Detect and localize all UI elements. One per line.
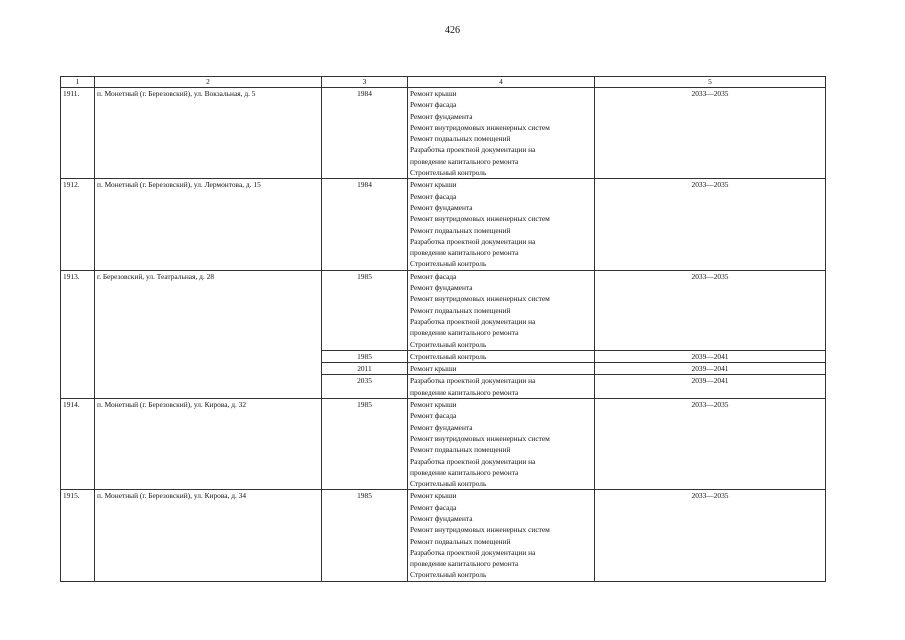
- work-item: Ремонт крыши: [410, 491, 457, 501]
- works-cell: [408, 490, 595, 581]
- year-cell: 2035: [322, 375, 408, 399]
- work-item: Ремонт фундамента: [410, 283, 473, 293]
- period-cell: 2039—2041: [595, 363, 826, 375]
- period-cell: 2033—2035: [595, 490, 826, 581]
- work-item: Ремонт фасада: [410, 271, 457, 281]
- address-cell: г. Березовский, ул. Театральная, д. 28: [95, 270, 322, 398]
- works-cell: [408, 375, 595, 399]
- year-cell: 1984: [322, 88, 408, 179]
- works-cell: [408, 363, 595, 375]
- works-cell: [408, 88, 595, 179]
- work-item: проведение капитального ремонта: [410, 248, 519, 258]
- col-header-3: 3: [322, 77, 408, 88]
- year-cell: 1985: [322, 350, 408, 362]
- col-header-1: 1: [61, 77, 95, 88]
- work-item: Ремонт подвальных помещений: [410, 305, 511, 315]
- work-item: Ремонт крыши: [410, 400, 457, 410]
- work-item: Ремонт подвальных помещений: [410, 225, 511, 235]
- table-row: [61, 399, 826, 490]
- period-cell: 2033—2035: [595, 399, 826, 490]
- period-cell: 2033—2035: [595, 88, 826, 179]
- year-cell: 1985: [322, 270, 408, 350]
- work-item: Ремонт подвальных помещений: [410, 134, 511, 144]
- work-item: Ремонт крыши: [410, 89, 457, 98]
- period-cell: 2039—2041: [595, 350, 826, 362]
- work-item: Строительный контроль: [410, 259, 487, 269]
- work-item: Разработка проектной документации на: [410, 456, 536, 466]
- work-item: Ремонт подвальных помещений: [410, 445, 511, 455]
- year-cell: 1985: [322, 490, 408, 581]
- table-body: [61, 88, 826, 582]
- table-header: [61, 77, 826, 88]
- work-item: проведение капитального ремонта: [410, 467, 519, 477]
- work-item: Ремонт фасада: [410, 502, 457, 512]
- col-header-4: 4: [408, 77, 595, 88]
- address-cell: п. Монетный (г. Березовский), ул. Кирова, д. 32: [95, 399, 322, 490]
- work-item: Ремонт фасада: [410, 191, 457, 201]
- work-item: Ремонт крыши: [410, 364, 457, 374]
- year-cell: 2011: [322, 363, 408, 375]
- work-item: Ремонт внутридомовых инженерных систем: [410, 525, 550, 535]
- entry-number: 1912.: [61, 179, 95, 270]
- works-cell: [408, 179, 595, 270]
- work-item: проведение капитального ремонта: [410, 559, 519, 569]
- header-row: [61, 77, 826, 88]
- period-cell: 2033—2035: [595, 179, 826, 270]
- entry-number: 1914.: [61, 399, 95, 490]
- work-item: проведение капитального ремонта: [410, 156, 519, 166]
- table-row: [61, 179, 826, 270]
- work-item: Разработка проектной документации на: [410, 316, 536, 326]
- col-header-5: 5: [595, 77, 826, 88]
- entry-number: 1915.: [61, 490, 95, 581]
- table-row: [61, 490, 826, 581]
- work-item: Ремонт фасада: [410, 100, 457, 110]
- work-item: Строительный контроль: [410, 570, 487, 580]
- table-row: [61, 270, 826, 350]
- work-item: Разработка проектной документации на: [410, 376, 536, 386]
- works-cell: [408, 399, 595, 490]
- work-item: проведение капитального ремонта: [410, 387, 519, 397]
- work-item: Ремонт внутридомовых инженерных систем: [410, 433, 550, 443]
- address-cell: п. Монетный (г. Березовский), ул. Лермонтова, д. 15: [95, 179, 322, 270]
- work-item: Разработка проектной документации на: [410, 547, 536, 557]
- work-item: Разработка проектной документации на: [410, 236, 536, 246]
- work-item: Ремонт подвальных помещений: [410, 536, 511, 546]
- page-number: 426: [445, 25, 460, 36]
- works-cell: [408, 350, 595, 362]
- entry-number: 1911.: [61, 88, 95, 179]
- col-header-2: 2: [95, 77, 322, 88]
- entry-number: 1913.: [61, 270, 95, 398]
- address-cell: п. Монетный (г. Березовский), ул. Кирова, д. 34: [95, 490, 322, 581]
- work-item: проведение капитального ремонта: [410, 328, 519, 338]
- work-item: Ремонт внутридомовых инженерных систем: [410, 122, 550, 132]
- work-item: Ремонт внутридомовых инженерных систем: [410, 294, 550, 304]
- work-item: Разработка проектной документации на: [410, 145, 536, 155]
- address-cell: п. Монетный (г. Березовский), ул. Вокзальная, д. 5: [95, 88, 322, 179]
- capital-repair-table: [60, 76, 826, 582]
- work-item: Ремонт фундамента: [410, 111, 473, 121]
- year-cell: 1985: [322, 399, 408, 490]
- period-cell: 2033—2035: [595, 270, 826, 350]
- works-cell: [408, 270, 595, 350]
- work-item: Строительный контроль: [410, 351, 487, 361]
- work-item: Ремонт фундамента: [410, 202, 473, 212]
- work-item: Ремонт крыши: [410, 180, 457, 190]
- work-item: Строительный контроль: [410, 339, 487, 349]
- period-cell: 2039—2041: [595, 375, 826, 399]
- work-item: Ремонт фундамента: [410, 422, 473, 432]
- work-item: Ремонт внутридомовых инженерных систем: [410, 214, 550, 224]
- work-item: Строительный контроль: [410, 168, 487, 178]
- work-item: Строительный контроль: [410, 479, 487, 489]
- year-cell: 1984: [322, 179, 408, 270]
- work-item: Ремонт фундамента: [410, 513, 473, 523]
- table-row: [61, 88, 826, 179]
- work-item: Ремонт фасада: [410, 411, 457, 421]
